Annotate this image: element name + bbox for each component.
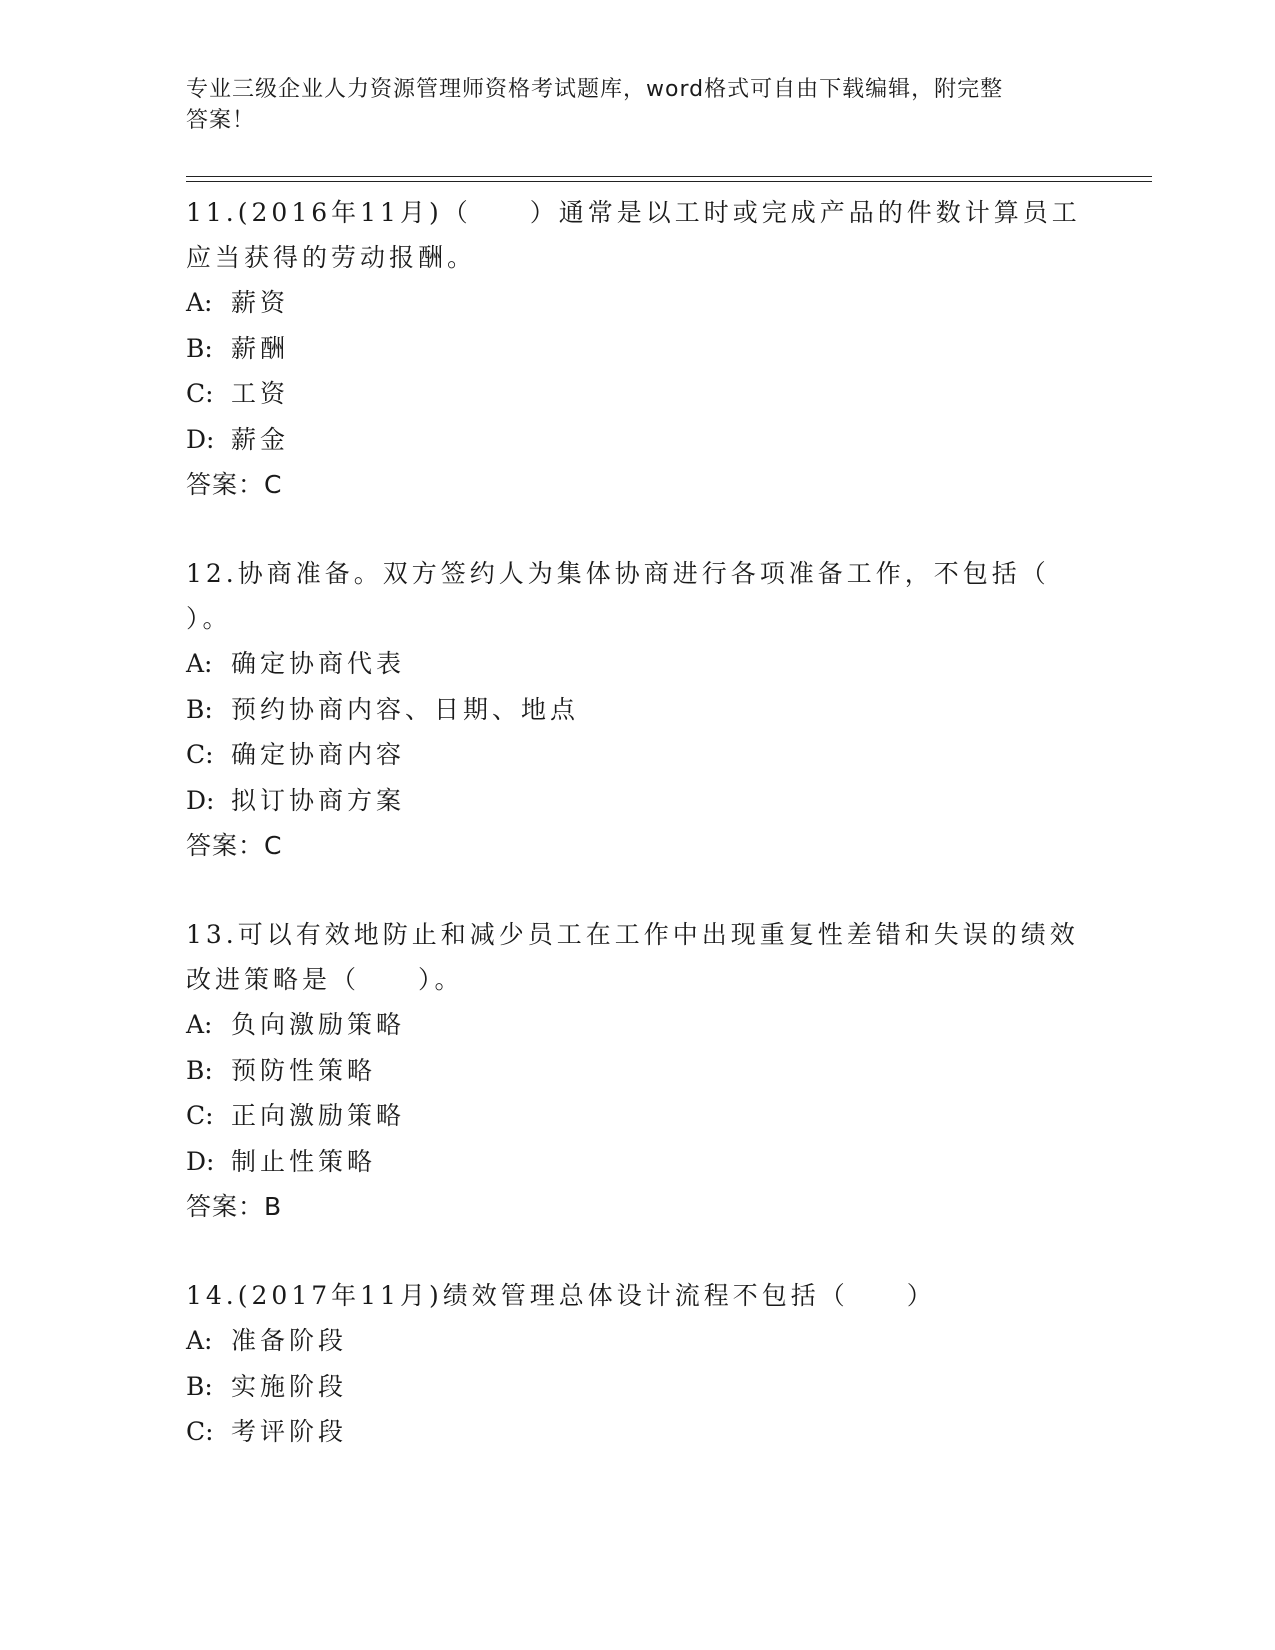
answer-line: 答案：B <box>186 1192 283 1221</box>
option-c <box>186 371 1086 417</box>
option-text: 实施阶段 <box>231 1371 348 1401</box>
option-text: 准备阶段 <box>231 1326 348 1355</box>
option-a <box>186 1318 1086 1364</box>
question-stem: 13.可以有效地防止和减少员工在工作中出现重复性差错和失误的绩效 <box>186 920 1079 949</box>
question-list <box>186 190 1086 1499</box>
question-item <box>186 190 1086 507</box>
question-stem: 12.协商准备。双方签约人为集体协商进行各项准备工作，不包括（ <box>186 559 1050 588</box>
question-item <box>186 912 1086 1229</box>
option-b <box>186 1364 1086 1410</box>
option-text: 确定协商代表 <box>231 649 406 678</box>
option-letter: B: <box>186 1371 213 1401</box>
option-c <box>186 732 1086 778</box>
option-text: 拟订协商方案 <box>231 785 406 815</box>
document-header <box>186 74 1066 136</box>
option-letter: D: <box>186 785 215 815</box>
option-letter: C: <box>186 379 214 408</box>
option-letter: C: <box>186 1101 214 1130</box>
question-item <box>186 551 1086 868</box>
option-a <box>186 280 1086 326</box>
option-text: 考评阶段 <box>231 1417 348 1446</box>
answer-line: 答案：C <box>186 470 283 499</box>
option-text: 薪酬 <box>231 333 290 363</box>
question-stem: ）。 <box>186 604 232 633</box>
option-letter: A: <box>186 649 213 678</box>
option-letter: B: <box>186 694 213 724</box>
question-stem: 应当获得的劳动报酬。 <box>186 243 477 272</box>
question-stem: 11.(2016年11月)（ ）通常是以工时或完成产品的件数计算员工 <box>186 198 1081 227</box>
option-text: 正向激励策略 <box>231 1101 406 1130</box>
option-letter: D: <box>186 1146 215 1176</box>
option-letter: D: <box>186 424 215 454</box>
option-a <box>186 1002 1086 1048</box>
option-text: 薪金 <box>231 424 290 454</box>
option-d <box>186 1139 1086 1185</box>
option-letter: C: <box>186 740 214 769</box>
header-line: 专业三级企业人力资源管理师资格考试题库，word格式可自由下载编辑，附完整 <box>186 77 1004 102</box>
option-letter: B: <box>186 333 213 363</box>
option-text: 负向激励策略 <box>231 1010 406 1039</box>
option-letter: A: <box>186 1010 213 1039</box>
option-letter: A: <box>186 1326 213 1355</box>
option-d <box>186 778 1086 824</box>
header-divider <box>186 181 1152 182</box>
question-stem: 14.(2017年11月)绩效管理总体设计流程不包括（ ） <box>186 1281 936 1310</box>
option-b <box>186 687 1086 733</box>
option-text: 制止性策略 <box>231 1146 377 1176</box>
option-b <box>186 1048 1086 1094</box>
answer-line: 答案：C <box>186 831 283 860</box>
option-text: 确定协商内容 <box>231 740 406 769</box>
option-text: 预防性策略 <box>231 1055 377 1085</box>
option-text: 薪资 <box>231 288 290 317</box>
option-c <box>186 1093 1086 1139</box>
option-text: 工资 <box>231 379 290 408</box>
question-stem: 改进策略是（ ）。 <box>186 965 464 994</box>
option-text: 预约协商内容、日期、地点 <box>231 694 580 724</box>
option-d <box>186 417 1086 463</box>
question-item <box>186 1273 1086 1455</box>
option-letter: B: <box>186 1055 213 1085</box>
option-c <box>186 1409 1086 1455</box>
header-divider <box>186 176 1152 177</box>
option-letter: A: <box>186 288 213 317</box>
option-b <box>186 326 1086 372</box>
header-line: 答案！ <box>186 108 256 133</box>
option-a <box>186 641 1086 687</box>
option-letter: C: <box>186 1417 214 1446</box>
